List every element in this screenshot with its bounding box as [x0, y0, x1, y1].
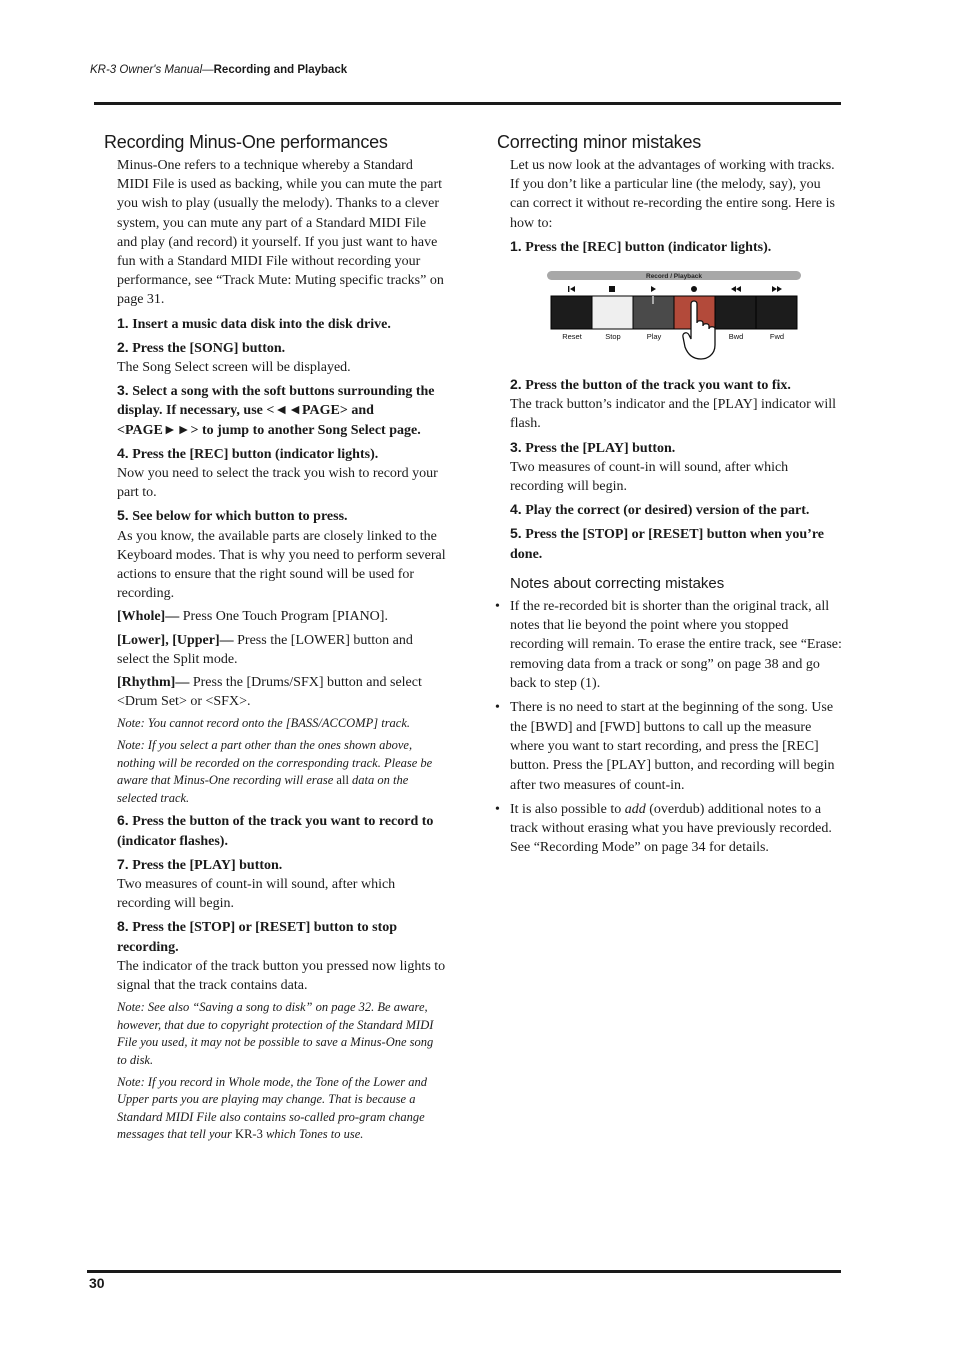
- play-indicator: [652, 296, 654, 304]
- panel-label-fwd: Fwd: [769, 332, 785, 342]
- step-5-text: As you know, the available parts are closely linked to the Keyboard modes. That is why you need to perform several actions to ensure that the right sound will be used for recording.: [117, 528, 446, 602]
- note-1: Note: You cannot record onto the [BASS/ACCOMP] track.: [117, 716, 411, 731]
- stop-icon: [609, 286, 615, 292]
- top-rule: [94, 102, 841, 105]
- record-playback-panel-illustration: [547, 271, 807, 361]
- step-1: 1. Insert a music data disk into the disk drive.: [117, 314, 391, 332]
- step-4-text: Now you need to select the track you wish to record your part to.: [117, 466, 438, 501]
- panel-svg: [547, 271, 807, 361]
- step-8-text: The indicator of the track button you pressed now lights to signal that the track contains data.: [117, 958, 446, 994]
- manual-title: KR-3 Owner's Manual: [90, 64, 203, 76]
- bwd-button[interactable]: [715, 296, 756, 329]
- item-rhythm: [Rhythm]— Press the [Drums/SFX] button and select <Drum Set> or <SFX>.: [117, 675, 422, 710]
- left-column: [104, 130, 446, 1148]
- fix-step-3-text: Two measures of count-in will sound, after which recording will begin.: [510, 459, 789, 495]
- intro-paragraph: Minus-One refers to a technique whereby a Standard MIDI File is used as backing, while you can mute the part you wish to play (usually the melody). Thanks to a clever system, you can mute any part of a Standard MIDI File and play (and record) it yourself. If you just want to have fun with a Standard MIDI File without recording your performance, see “Track Mute: Muting specific tracks” on page 31.: [117, 158, 444, 308]
- bottom-rule: [87, 1270, 841, 1273]
- heading-correcting: Correcting minor mistakes: [497, 132, 702, 152]
- right-column: [497, 130, 842, 863]
- step-5: 5. See below for which button to press.: [117, 507, 348, 525]
- fix-step-1: 1. Press the [REC] button (indicator lights).: [510, 237, 772, 255]
- step-6: 6. Press the button of the track you want to record to (indicator flashes).: [117, 812, 434, 849]
- panel-label-reset: Reset: [562, 332, 582, 342]
- correcting-intro: Let us now look at the advantages of working with tracks. If you don’t like a particular line (the melody, say), you can correct it without re-recording the entire song. Here is how to:: [510, 158, 835, 231]
- running-header: [90, 64, 347, 76]
- note-bullet-1: • If the re-recorded bit is shorter than the original track, all notes that lie beyond the point where you stopped recording will remain. To erase the entire track, see “Erase: removing data from a track or song” on page 38 and go back to step (1).: [495, 598, 842, 692]
- note-4: Note: If you record in Whole mode, the Tone of the Lower and Upper parts you are playing may change. That is because a Standard MIDI File also contains so-called pro-gram change messages that tell your KR-3 which Tones to use.: [117, 1074, 428, 1142]
- step-2: 2. Press the [SONG] button.: [117, 338, 286, 356]
- heading-minus-one: Recording Minus-One performances: [104, 132, 388, 152]
- panel-label-bwd: Bwd: [728, 332, 744, 342]
- play-icon: [651, 286, 656, 292]
- fix-step-5: 5. Press the [STOP] or [RESET] button when you’re done.: [510, 525, 825, 562]
- header-dash: —: [202, 64, 214, 76]
- step-7-text: Two measures of count-in will sound, after which recording will begin.: [117, 877, 396, 912]
- fix-step-2: 2. Press the button of the track you want to fix.: [510, 376, 791, 394]
- item-whole: [Whole]— Press One Touch Program [PIANO].: [117, 609, 388, 625]
- fix-step-4: 4. Play the correct (or desired) version of the part.: [510, 501, 810, 519]
- fix-step-3: 3. Press the [PLAY] button.: [510, 438, 676, 456]
- page-number: 30: [89, 1275, 105, 1291]
- panel-label-play: Play: [646, 332, 662, 342]
- step-2-text: The Song Select screen will be displayed.: [117, 360, 351, 376]
- reset-button[interactable]: [551, 296, 592, 329]
- notes-list: [495, 597, 842, 858]
- panel-label-stop: Stop: [605, 332, 621, 342]
- step-4: 4. Press the [REC] button (indicator lights).: [117, 444, 379, 462]
- step-8: 8. Press the [STOP] or [RESET] button to stop recording.: [117, 918, 398, 955]
- step-3: 3. Select a song with the soft buttons surrounding the display. If necessary, use <◄◄PAGE> and <PAGE►►> to jump to another Song Select page.: [117, 382, 435, 438]
- stop-button[interactable]: [592, 296, 633, 329]
- note-bullet-3: • It is also possible to add (overdub) additional notes to a track without erasing what you have previously recorded. See “Recording Mode” on page 34 for details.: [495, 801, 832, 856]
- fwd-button[interactable]: [756, 296, 797, 329]
- item-lower-upper: [Lower], [Upper]— Press the [LOWER] button and select the Split mode.: [117, 632, 413, 667]
- note-2: Note: If you select a part other than the ones shown above, nothing will be recorded on the corresponding track. Please be aware that Minus-One recording will erase all data on the selected track.: [117, 738, 433, 805]
- fast-forward-icon: [772, 286, 782, 292]
- note-bullet-2: • There is no need to start at the beginning of the song. Use the [BWD] and [FWD] buttons to call up the measure where you want to start recording, and press the [REC] button. Press the [PLAY] button, and recording will begin after two measures of count-in.: [495, 700, 835, 793]
- notes-heading: Notes about correcting mistakes: [510, 574, 725, 592]
- record-icon: [691, 286, 697, 292]
- panel-title: Record / Playback: [646, 273, 702, 281]
- step-7: 7. Press the [PLAY] button.: [117, 855, 283, 873]
- note-3: Note: See also “Saving a song to disk” on page 32. Be aware, however, that due to copyright protection of the Standard MIDI File you used, it may not be possible to save a Minus-One song to disk.: [117, 1000, 434, 1068]
- fix-step-2-text: The track button’s indicator and the [PLAY] indicator will flash.: [510, 397, 837, 432]
- reset-icon: [568, 286, 575, 292]
- rewind-icon: [731, 286, 741, 292]
- section-title: Recording and Playback: [213, 64, 348, 76]
